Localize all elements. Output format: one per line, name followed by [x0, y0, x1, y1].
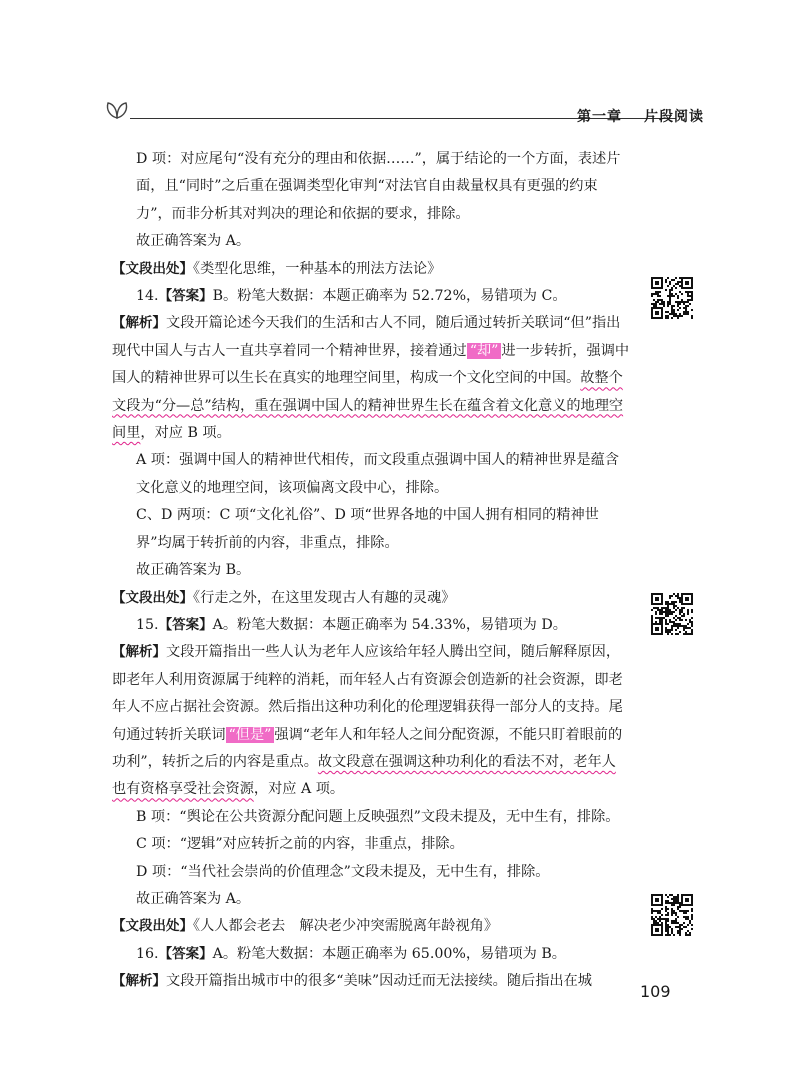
paragraph — [112, 283, 630, 310]
page-header — [104, 96, 704, 130]
section-tag: 【解析】 — [112, 973, 166, 990]
text-run: 14. — [136, 288, 159, 305]
paragraph — [112, 256, 630, 283]
text-run: 15. — [136, 616, 159, 633]
text-run: C、D 两项：C 项“文化礼俗”、D 项“世界各地的中国人拥有相同的精神世界”均属于转折前的内容，非重点，排除。 — [136, 507, 599, 551]
paragraph — [112, 146, 630, 228]
text-run: 《人人都会老去 解决老少冲突需脱离年龄视角》 — [193, 918, 499, 935]
paragraph — [112, 447, 630, 502]
key-sentence: 故整个文段为“分—总”结构，重在强调中国人的精神世界生长在蕴含着文化意义的地理空间里 — [112, 370, 624, 442]
text-run: 故正确答案为 A。 — [136, 890, 251, 907]
text-run: D 项：“当代社会崇尚的价值理念”文段未提及，无中生有，排除。 — [136, 863, 550, 880]
paragraph — [112, 310, 630, 447]
section-tag: 【答案】 — [158, 945, 213, 962]
section-tag: 【答案】 — [158, 288, 213, 305]
text-run: 《类型化思维，一种基本的刑法方法论》 — [193, 260, 442, 277]
qr-code-q15[interactable] — [650, 592, 694, 636]
text-run: A。粉笔大数据：本题正确率为 54.33%，易错项为 D。 — [212, 616, 567, 633]
paragraph — [112, 859, 630, 886]
text-run: 16. — [136, 945, 159, 962]
section-tag: 【解析】 — [112, 315, 166, 332]
text-run: 《行走之外，在这里发现古人有趣的灵魂》 — [193, 589, 456, 606]
text-run: 故正确答案为 A。 — [136, 233, 251, 250]
text-run: B。粉笔大数据：本题正确率为 52.72%，易错项为 C。 — [212, 288, 567, 305]
paragraph — [112, 612, 630, 639]
text-run: A 项：强调中国人的精神世代相传，而文段重点强调中国人的精神世界是蕴含文化意义的地理空间，该项偏离文段中心，排除。 — [136, 452, 619, 496]
paragraph — [112, 557, 630, 584]
text-run: C 项：“逻辑”对应转折之前的内容，非重点，排除。 — [136, 836, 464, 853]
qr-code-q14[interactable] — [650, 276, 694, 320]
text-run: D 项：对应尾句“没有充分的理由和依据……”，属于结论的一个方面，表述片面，且“同时”之后重在强调类型化审判“对法官自由裁量权具有更强的约束力”，而非分析其对判决的理论和依据的要求，排除。 — [136, 151, 621, 222]
paragraph — [112, 804, 630, 831]
section-tag: 【文段出处】 — [112, 918, 193, 935]
paragraph — [112, 831, 630, 858]
text-run: 进一步转折，强调中国人的精神世界可以生长在真实的地理空间里，构成一个文化空间的中国。 — [112, 342, 630, 387]
section-tag: 【文段出处】 — [112, 260, 193, 277]
section-tag: 【答案】 — [158, 616, 213, 633]
qr-code-q16[interactable] — [650, 893, 694, 937]
paragraph — [112, 639, 630, 803]
paragraph — [112, 941, 630, 968]
paragraph — [112, 913, 630, 940]
text-run: B 项：“舆论在公共资源分配问题上反映强烈”文段未提及，无中生有，排除。 — [136, 808, 620, 825]
page-body — [112, 146, 630, 996]
text-run: A。粉笔大数据：本题正确率为 65.00%，易错项为 B。 — [212, 945, 566, 962]
highlighted-keyword: “却” — [467, 343, 502, 359]
paragraph — [112, 585, 630, 612]
text-run: 文段开篇指出一些人认为老年人应该给年轻人腾出空间，随后解释原因，即老年人利用资源属于纯粹的消耗，而年轻人占有资源会创造新的社会资源，即老年人不应占据社会资源。然后指出这种功利化的伦理逻辑获得一部分人的支持。尾句通过转折关联词 — [112, 644, 623, 743]
text-run: ，对应 A 项。 — [253, 781, 345, 798]
text-run: 文段开篇论述今天我们的生活和古人不同，随后通过转折关联词“但”指出现代中国人与古人一直共享着同一个精神世界，接着通过 — [112, 315, 621, 359]
section-tag: 【解析】 — [112, 644, 166, 661]
paragraph — [112, 502, 630, 557]
paragraph — [112, 886, 630, 913]
paragraph — [112, 228, 630, 255]
page-number: 109 — [640, 982, 671, 1001]
paragraph — [112, 968, 630, 995]
section-tag: 【文段出处】 — [112, 589, 193, 606]
section-label: 片段阅读 — [644, 109, 704, 125]
chapter-label: 第一章 — [577, 109, 622, 125]
text-run: 文段开篇指出城市中的很多“美味”因动迁而无法接续。随后指出在城 — [166, 973, 592, 990]
highlighted-keyword: “但是” — [226, 727, 275, 743]
text-run: ，对应 B 项。 — [140, 425, 231, 442]
text-run: 强调“老年人和年轻人之间分配资源，不能只盯着眼前的功利”，转折之后的内容是重点。 — [112, 726, 623, 770]
key-sentence: 故文段意在强调这种功利化的看法不对，老年人也有资格享受社会资源 — [112, 753, 616, 798]
chapter-title — [555, 106, 704, 126]
leaf-icon — [104, 100, 130, 120]
text-run: 故正确答案为 B。 — [136, 562, 251, 579]
